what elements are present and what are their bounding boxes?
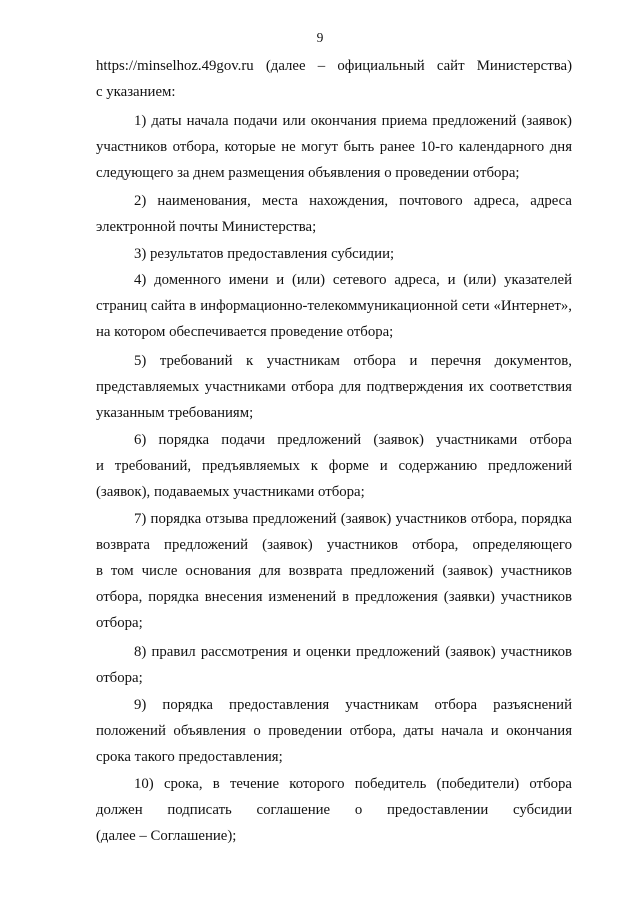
list-item-5-line: 5) требований к участникам отбора и перечня документов, — [134, 353, 572, 369]
text-line: следующего за днем размещения объявления о проведении отбора; — [96, 165, 520, 181]
text-line: положений объявления о проведении отбора, даты начала и окончания — [96, 723, 572, 739]
list-item-3-line: 3) результатов предоставления субсидии; — [134, 246, 395, 262]
list-item-9-line: 9) порядка предоставления участникам отбора разъяснений — [134, 697, 572, 713]
text-line: https://minselhoz.49gov.ru (далее – официальный сайт Министерства) — [96, 58, 572, 74]
text-line: и требований, предъявляемых к форме и содержанию предложений — [96, 458, 572, 474]
text-line: (заявок), подаваемых участниками отбора; — [96, 484, 365, 500]
list-item-8-line: 8) правил рассмотрения и оценки предложений (заявок) участников — [134, 644, 572, 660]
text-line: представляемых участниками отбора для подтверждения их соответствия — [96, 379, 572, 395]
text-line: отбора, порядка внесения изменений в предложения (заявки) участников — [96, 589, 572, 605]
text-line: указанным требованиям; — [96, 405, 254, 421]
text-line: (далее – Соглашение); — [96, 828, 237, 844]
text-line: возврата предложений (заявок) участников отбора, определяющего — [96, 537, 572, 553]
list-item-4-line: 4) доменного имени и (или) сетевого адреса, и (или) указателей — [134, 272, 572, 288]
page-number: 9 — [316, 30, 324, 45]
text-line: должен подписать соглашение о предоставлении субсидии — [96, 802, 572, 818]
text-line: срока такого предоставления; — [96, 749, 283, 765]
list-item-10-line: 10) срока, в течение которого победитель (победители) отбора — [134, 776, 572, 792]
list-item-6-line: 6) порядка подачи предложений (заявок) участниками отбора — [134, 432, 572, 448]
text-line: на котором обеспечивается проведение отбора; — [96, 324, 394, 340]
text-line: страниц сайта в информационно-телекоммуникационной сети «Интернет», — [96, 298, 572, 314]
text-line: отбора; — [96, 615, 143, 631]
text-line: в том числе основания для возврата предложений (заявок) участников — [96, 563, 572, 579]
text-line: отбора; — [96, 670, 143, 686]
list-item-2-line: 2) наименования, места нахождения, почтового адреса, адреса — [134, 193, 572, 209]
text-line: электронной почты Министерства; — [96, 219, 317, 235]
list-item-7-line: 7) порядка отзыва предложений (заявок) участников отбора, порядка — [134, 511, 572, 527]
list-item-1-line: 1) даты начала подачи или окончания приема предложений (заявок) — [134, 113, 572, 129]
text-line: с указанием: — [96, 84, 176, 100]
text-line: участников отбора, которые не могут быть ранее 10-го календарного дня — [96, 139, 572, 155]
